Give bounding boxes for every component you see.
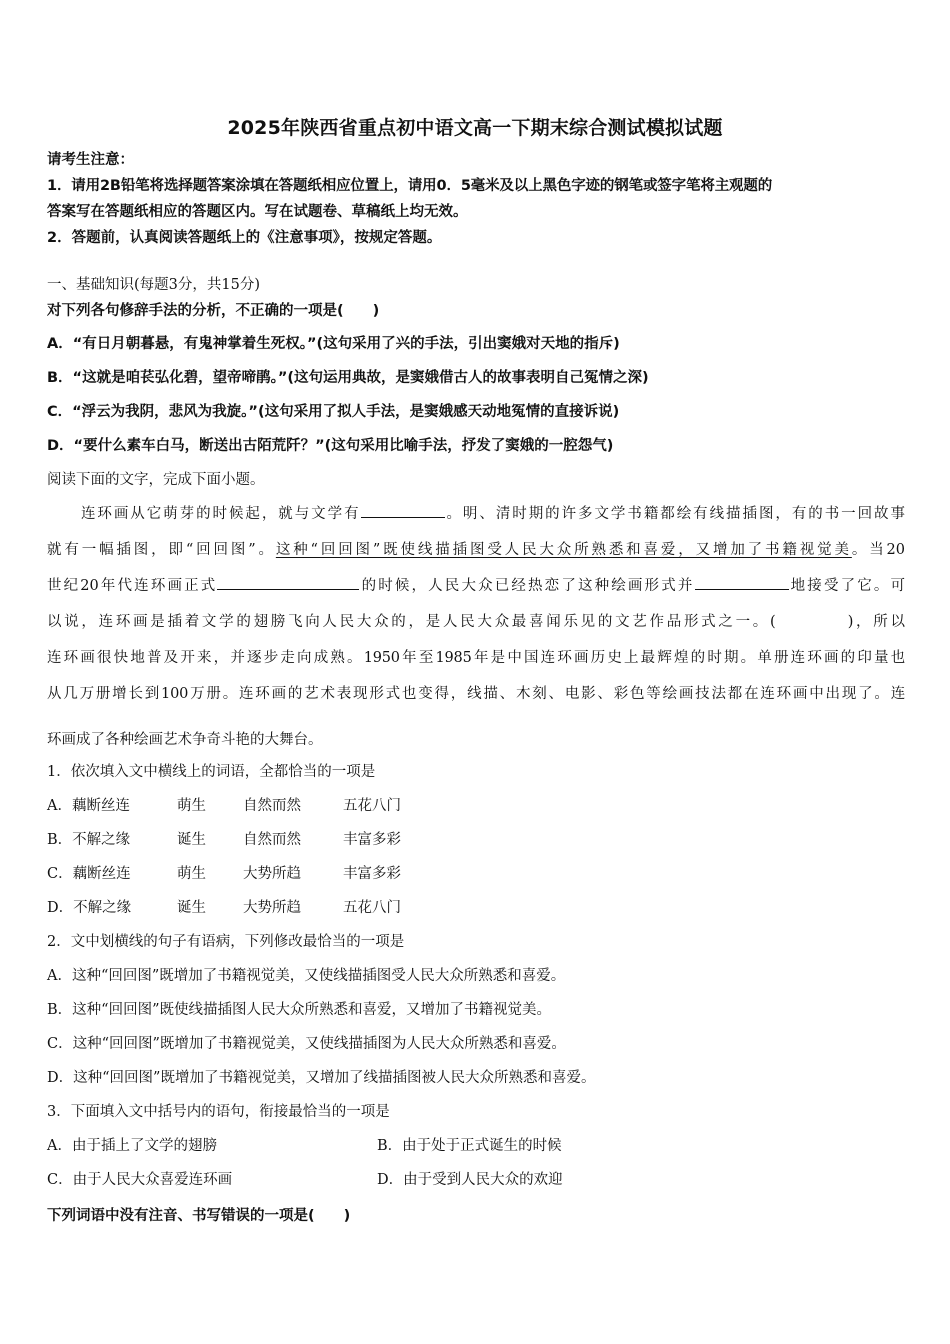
- question-3-option-b: B．由于处于正式诞生的时候: [377, 1138, 562, 1154]
- passage-text: 。明、清时期的许多文学书籍都绘有线描插图，有的书一回故事: [444, 506, 906, 522]
- question-3-stem: 3．下面填入文中括号内的语句，衔接最恰当的一项是: [47, 1104, 390, 1120]
- passage-line-3: [47, 568, 905, 604]
- passage-text: 以说，连环画是插着文学的翅膀飞向人民大众的，是人民大众最喜闻乐见的文艺作品形式之一。(: [47, 614, 776, 630]
- passage-text: 世纪20年代连环画正式: [47, 578, 218, 594]
- question-rhetoric-option-b: B．“这就是咱苌弘化碧，望帝啼鹃。”(这句运用典故，是窦娥借古人的故事表明自己冤情之深): [47, 370, 649, 386]
- question-1-option-b: B．不解之缘 诞生 自然而然 丰富多彩: [47, 832, 401, 848]
- passage-line-2: [47, 532, 905, 568]
- notice-item-1-line-2: 答案写在答题纸相应的答题区内。写在试题卷、草稿纸上均无效。: [47, 204, 468, 220]
- notice-item-2: 2．答题前，认真阅读答题纸上的《注意事项》，按规定答题。: [47, 230, 442, 246]
- page-title: 2025年陕西省重点初中语文高一下期末综合测试模拟试题: [227, 117, 723, 139]
- passage-line-4: [47, 604, 905, 640]
- question-1-stem: 1．依次填入文中横线上的词语，全都恰当的一项是: [47, 764, 376, 780]
- answer-blank-1: [361, 503, 445, 518]
- answer-blank-3: [695, 575, 789, 590]
- passage-line-5: 连环画很快地普及开来，并逐步走向成熟。1950年至1985年是中国连环画历史上最辉煌的时期。单册连环画的印量也: [47, 650, 905, 666]
- question-3-option-c: C．由于人民大众喜爱连环画: [47, 1172, 233, 1188]
- passage-text: )，所以: [847, 614, 905, 630]
- question-2-stem: 2．文中划横线的句子有语病，下列修改最恰当的一项是: [47, 934, 405, 950]
- passage-line-7: 环画成了各种绘画艺术争奇斗艳的大舞台。: [47, 732, 323, 748]
- question-2-option-c: C．这种“回回图”既增加了书籍视觉美，又使线描插图为人民大众所熟悉和喜爱。: [47, 1036, 566, 1052]
- section-heading: 一、基础知识(每题3分，共15分): [47, 277, 260, 293]
- passage-text: 连环画从它萌芽的时候起，就与文学有: [79, 506, 361, 522]
- question-4-stem: 下列词语中没有注音、书写错误的一项是( ): [47, 1208, 351, 1224]
- reading-intro: 阅读下面的文字，完成下面小题。: [47, 472, 265, 488]
- passage-text: 地接受了它。可: [788, 578, 906, 594]
- question-rhetoric-option-d: D．“要什么素车白马，断送出古陌荒阡？”(这句采用比喻手法，抒发了窦娥的一腔怨气): [47, 438, 614, 454]
- question-1-option-d: D．不解之缘 诞生 大势所趋 五花八门: [47, 900, 401, 916]
- question-rhetoric-option-a: A．“有日月朝暮悬，有鬼神掌着生死权。”(这句采用了兴的手法，引出窦娥对天地的指斥): [47, 336, 620, 352]
- passage-line-6: 从几万册增长到100万册。连环画的艺术表现形式也变得，线描、木刻、电影、彩色等绘画技法都在连环画中出现了。连: [47, 686, 905, 702]
- answer-blank-2: [217, 575, 359, 590]
- question-3-row-2: [47, 1170, 563, 1190]
- notice-heading: 请考生注意：: [47, 152, 134, 168]
- question-3-row-1: [47, 1136, 562, 1156]
- passage-line-1: [47, 496, 905, 532]
- underlined-sentence: 这种“回回图”既使线描插图受人民大众所熟悉和喜爱，又增加了书籍视觉美: [275, 542, 852, 558]
- question-rhetoric-stem: 对下列各句修辞手法的分析，不正确的一项是( ): [47, 303, 380, 319]
- question-2-option-b: B．这种“回回图”既使线描插图人民大众所熟悉和喜爱，又增加了书籍视觉美。: [47, 1002, 551, 1018]
- question-1-option-c: C．藕断丝连 萌生 大势所趋 丰富多彩: [47, 866, 401, 882]
- passage-text: 。当20: [851, 542, 906, 558]
- question-1-option-a: A．藕断丝连 萌生 自然而然 五花八门: [47, 798, 401, 814]
- question-2-option-a: A．这种“回回图”既增加了书籍视觉美，又使线描插图受人民大众所熟悉和喜爱。: [47, 968, 566, 984]
- question-rhetoric-option-c: C．“浮云为我阴，悲风为我旋。”(这句采用了拟人手法，是窦娥感天动地冤情的直接诉说): [47, 404, 620, 420]
- question-3-option-a: A．由于插上了文学的翅膀: [47, 1138, 217, 1154]
- question-3-option-d: D．由于受到人民大众的欢迎: [377, 1172, 563, 1188]
- notice-item-1-line-1: 1．请用2B铅笔将选择题答案涂填在答题纸相应位置上，请用0．5毫米及以上黑色字迹的钢笔或签字笔将主观题的: [47, 178, 773, 194]
- question-2-option-d: D．这种“回回图”既增加了书籍视觉美，又增加了线描插图被人民大众所熟悉和喜爱。: [47, 1070, 596, 1086]
- passage-text: 的时候，人民大众已经热恋了这种绘画形式并: [359, 578, 695, 594]
- passage-text: 就有一幅插图，即“回回图”。: [47, 542, 276, 558]
